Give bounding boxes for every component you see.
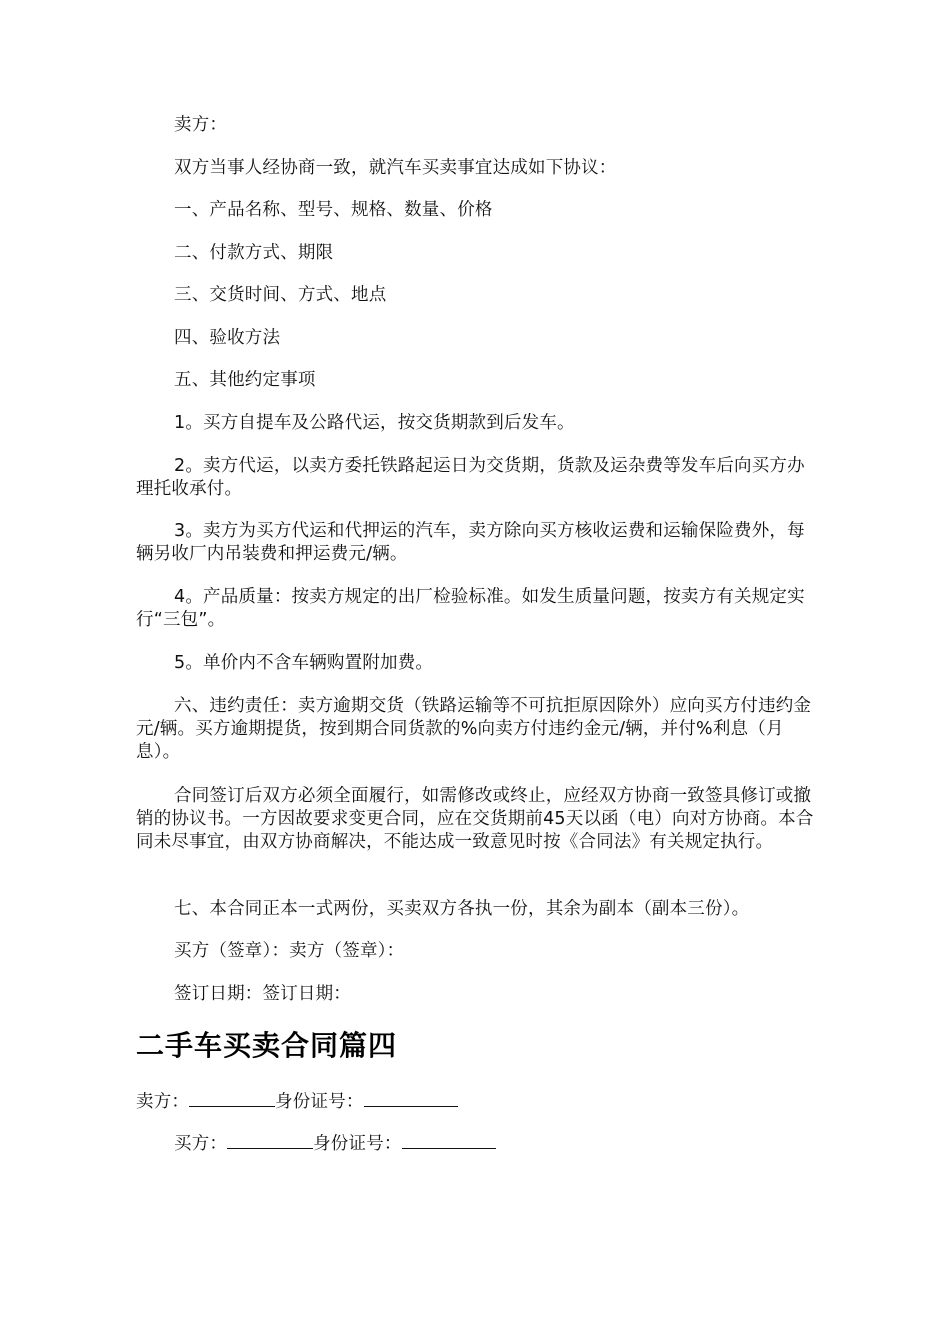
agreement-intro-paragraph: 双方当事人经协商一致，就汽车买卖事宜达成如下协议：: [174, 158, 617, 178]
clause-5-heading: 五、其他约定事项: [174, 370, 316, 390]
seller-label-paragraph: 卖方：: [174, 115, 228, 135]
clause-6-breach-paragraph: 六、违约责任：卖方逾期交货（铁路运输等不可抗拒原因除外）应向买方付违约金元/辆。买方逾期提货，按到期合同货款的%向卖方付违约金元/辆，并付%利息（月息）。: [136, 696, 812, 762]
section-heading: 二手车买卖合同篇四: [136, 1029, 398, 1062]
buyer-label: 买方：: [174, 1134, 228, 1154]
sub-item-4: 4。产品质量：按卖方规定的出厂检验标准。如发生质量问题，按卖方有关规定实行“三包”。: [136, 587, 805, 630]
signature-line: 买方（签章）：卖方（签章）：: [174, 941, 405, 961]
clause-2-heading: 二、付款方式、期限: [174, 243, 334, 263]
buyer-id-blank: [402, 1130, 496, 1149]
sub-item-5: 5。单价内不含车辆购置附加费。: [174, 653, 434, 673]
sub-item-3: 3。卖方为买方代运和代押运的汽车，卖方除向买方核收运费和运输保险费外，每辆另收厂内吊装费和押运费元/辆。: [136, 521, 805, 564]
seller-name-blank: [189, 1088, 275, 1107]
performance-paragraph: 合同签订后双方必须全面履行，如需修改或终止，应经双方协商一致签具修订或撤销的协议书。一方因故要求变更合同，应在交货期前45天以函（电）向对方协商。本合同未尽事宜，由双方协商解决，不能达成一致意见时按《合同法》有关规定执行。: [136, 786, 814, 852]
signing-date-line: 签订日期：签订日期：: [174, 984, 351, 1004]
buyer-identity-line: [136, 1130, 816, 1156]
sub-item-2: 2。卖方代运，以卖方委托铁路起运日为交货期，货款及运杂费等发车后向买方办理托收承付。: [136, 456, 805, 499]
sub-item-1: 1。买方自提车及公路代运，按交货期款到后发车。: [174, 413, 575, 433]
buyer-id-label: 身份证号：: [313, 1134, 402, 1154]
clause-1-heading: 一、产品名称、型号、规格、数量、价格: [174, 200, 493, 220]
seller-id-label: 身份证号：: [275, 1092, 364, 1112]
clause-4-heading: 四、验收方法: [174, 328, 281, 348]
seller-identity-line: [136, 1088, 816, 1114]
clause-3-heading: 三、交货时间、方式、地点: [174, 285, 387, 305]
clause-7-copies-paragraph: 七、本合同正本一式两份，买卖双方各执一份，其余为副本（副本三份）。: [174, 899, 750, 919]
seller-id-blank: [364, 1088, 458, 1107]
seller-label: 卖方：: [136, 1092, 190, 1112]
buyer-name-blank: [227, 1130, 313, 1149]
